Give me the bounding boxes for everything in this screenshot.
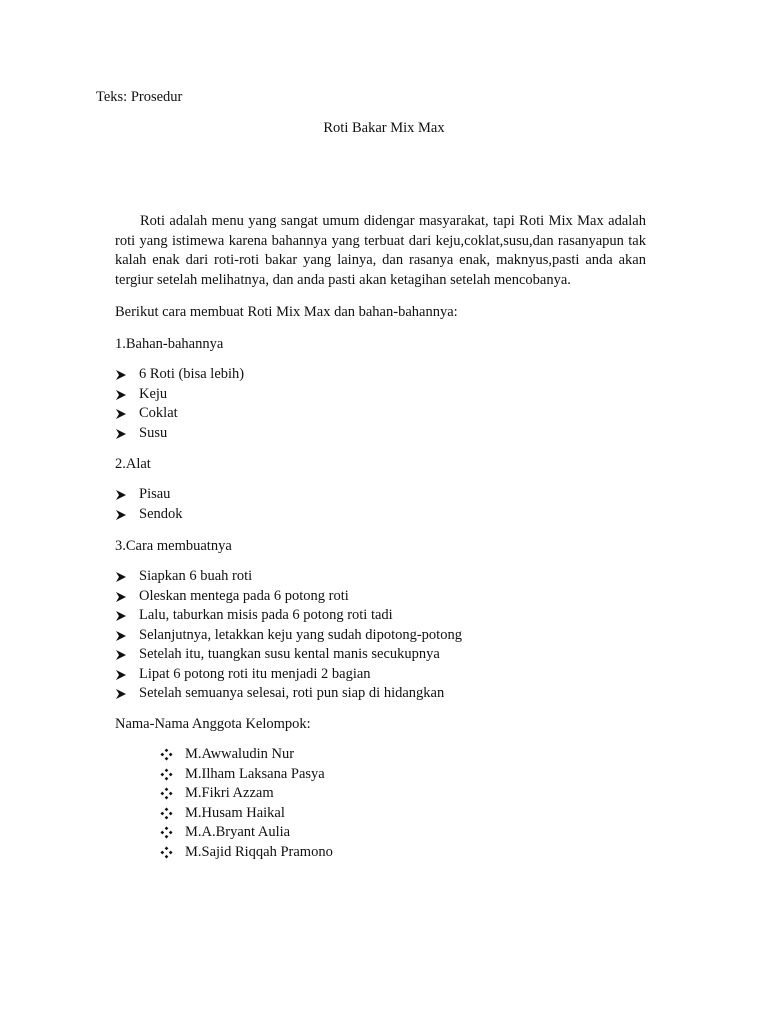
four-diamond-bullet-icon <box>160 745 176 765</box>
member-item: M.Sajid Riqqah Pramono <box>160 843 333 863</box>
arrowhead-bullet-icon <box>115 645 131 665</box>
members-list <box>160 745 333 862</box>
list-item: Selanjutnya, letakkan keju yang sudah dipotong-potong <box>115 626 462 646</box>
intro-paragraph: Roti adalah menu yang sangat umum didengar masyarakat, tapi Roti Mix Max adalah roti yang istimewa karena bahannya yang terbuat dari keju,coklat,susu,dan rasanyapun tak kalah enak dari roti-roti bakar yang lainya, dan rasanya enak, maknyus,pasti anda akan tergiur setelah melihatnya, dan anda pasti akan ketagihan setelah mencobanya. <box>115 213 646 289</box>
arrowhead-bullet-icon <box>115 505 131 525</box>
arrowhead-bullet-icon <box>115 365 131 385</box>
list-item: 6 Roti (bisa lebih) <box>115 365 244 385</box>
list-item: Siapkan 6 buah roti <box>115 567 462 587</box>
list-item: Oleskan mentega pada 6 potong roti <box>115 587 462 607</box>
list-item: Sendok <box>115 505 183 525</box>
four-diamond-bullet-icon <box>160 843 176 863</box>
four-diamond-bullet-icon <box>160 765 176 785</box>
tools-list <box>115 485 183 524</box>
arrowhead-bullet-icon <box>115 424 131 444</box>
arrowhead-bullet-icon <box>115 626 131 646</box>
list-item: Coklat <box>115 404 244 424</box>
four-diamond-bullet-icon <box>160 804 176 824</box>
list-item: Lipat 6 potong roti itu menjadi 2 bagian <box>115 665 462 685</box>
member-item: M.Awwaludin Nur <box>160 745 333 765</box>
steps-list <box>115 567 462 704</box>
list-item: Setelah semuanya selesai, roti pun siap di hidangkan <box>115 684 462 704</box>
member-item: M.Fikri Azzam <box>160 784 333 804</box>
member-item: M.A.Bryant Aulia <box>160 823 333 843</box>
arrowhead-bullet-icon <box>115 606 131 626</box>
list-item: Keju <box>115 385 244 405</box>
list-item: Lalu, taburkan misis pada 6 potong roti tadi <box>115 606 462 626</box>
arrowhead-bullet-icon <box>115 485 131 505</box>
steps-heading: 3.Cara membuatnya <box>115 538 232 554</box>
four-diamond-bullet-icon <box>160 784 176 804</box>
ingredients-list <box>115 365 244 443</box>
arrowhead-bullet-icon <box>115 665 131 685</box>
member-item: M.Ilham Laksana Pasya <box>160 765 333 785</box>
members-heading: Nama-Nama Anggota Kelompok: <box>115 716 311 732</box>
tools-heading: 2.Alat <box>115 456 151 472</box>
arrowhead-bullet-icon <box>115 404 131 424</box>
document-title: Roti Bakar Mix Max <box>323 120 445 136</box>
text-type-label: Teks: Prosedur <box>96 89 183 105</box>
arrowhead-bullet-icon <box>115 587 131 607</box>
list-item: Pisau <box>115 485 183 505</box>
arrowhead-bullet-icon <box>115 385 131 405</box>
list-item: Susu <box>115 424 244 444</box>
member-item: M.Husam Haikal <box>160 804 333 824</box>
ingredients-heading: 1.Bahan-bahannya <box>115 336 224 352</box>
arrowhead-bullet-icon <box>115 567 131 587</box>
arrowhead-bullet-icon <box>115 684 131 704</box>
list-item: Setelah itu, tuangkan susu kental manis secukupnya <box>115 645 462 665</box>
lead-sentence: Berikut cara membuat Roti Mix Max dan bahan-bahannya: <box>115 304 458 320</box>
four-diamond-bullet-icon <box>160 823 176 843</box>
